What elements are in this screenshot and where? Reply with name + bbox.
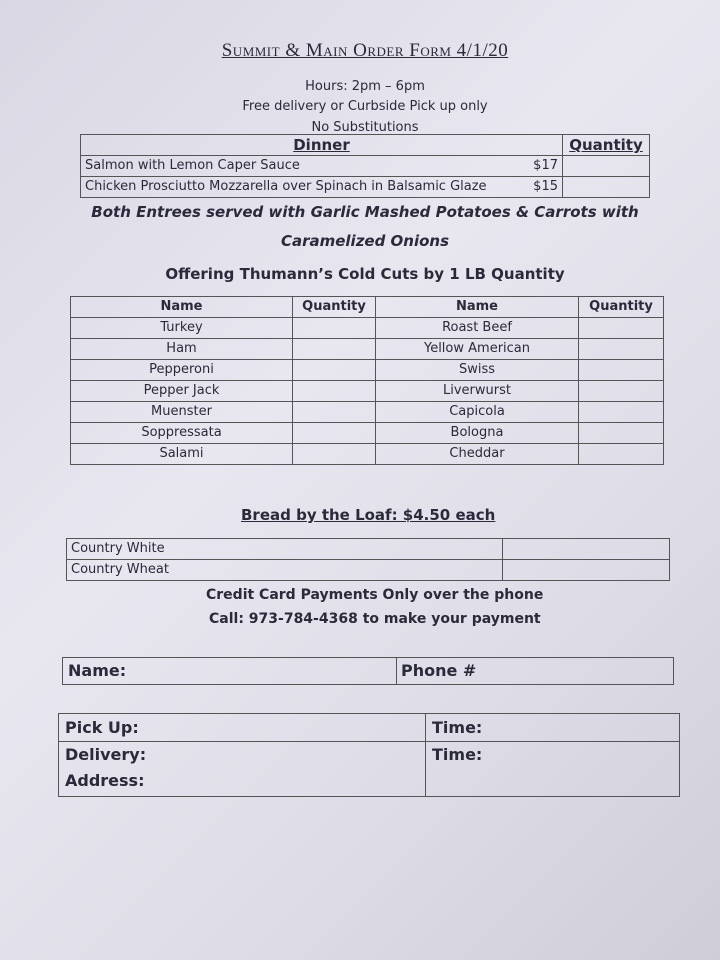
- quantity-cell[interactable]: [293, 402, 376, 423]
- dinner-note-line1: Both Entrees served with Garlic Mashed Potatoes & Carrots with: [91, 203, 639, 221]
- delivery-text: Free delivery or Curbside Pick up only: [242, 99, 488, 114]
- table-row: [71, 381, 664, 402]
- bread-quantity-cell[interactable]: [503, 560, 670, 581]
- bread-item: Country White: [67, 539, 503, 560]
- bread-heading: Bread by the Loaf: $4.50 each: [241, 506, 496, 524]
- delivery-label: Delivery:: [65, 745, 147, 764]
- col-name-header: Name: [71, 297, 293, 318]
- dinner-quantity-cell[interactable]: [563, 156, 650, 177]
- table-row: [71, 444, 664, 465]
- col-quantity-header: Quantity: [293, 297, 376, 318]
- quantity-cell[interactable]: [579, 339, 664, 360]
- cold-cut-name: Turkey: [71, 318, 293, 339]
- pickup-time-label: Time:: [432, 718, 483, 737]
- dinner-item-price: $17: [514, 156, 563, 177]
- cold-cut-name: Ham: [71, 339, 293, 360]
- dinner-note-line2: Caramelized Onions: [280, 232, 450, 250]
- cold-cut-name: Soppressata: [71, 423, 293, 444]
- dinner-item-name: Salmon with Lemon Caper Sauce: [81, 156, 515, 177]
- bread-table: [66, 538, 670, 581]
- dinner-header: Dinner: [81, 135, 563, 156]
- quantity-cell[interactable]: [579, 360, 664, 381]
- phone-label: Phone #: [401, 661, 477, 680]
- quantity-cell[interactable]: [293, 339, 376, 360]
- quantity-cell[interactable]: [293, 381, 376, 402]
- name-label: Name:: [68, 661, 127, 680]
- cold-cut-name: Bologna: [376, 423, 579, 444]
- dinner-quantity-cell[interactable]: [563, 177, 650, 198]
- cold-cut-name: Capicola: [376, 402, 579, 423]
- payment-line2: Call: 973-784-4368 to make your payment: [209, 611, 541, 627]
- cold-cut-name: Cheddar: [376, 444, 579, 465]
- contact-box: [62, 657, 674, 685]
- table-row: [71, 360, 664, 381]
- quantity-cell[interactable]: [293, 444, 376, 465]
- cold-cut-name: Swiss: [376, 360, 579, 381]
- dinner-header-row: [81, 135, 650, 156]
- quantity-cell[interactable]: [579, 381, 664, 402]
- quantity-cell[interactable]: [293, 423, 376, 444]
- dinner-table: [80, 134, 650, 198]
- table-row: [67, 560, 670, 581]
- hours-text: Hours: 2pm – 6pm: [305, 79, 425, 94]
- table-row: [71, 423, 664, 444]
- dinner-item-price: $15: [514, 177, 563, 198]
- form-title: Summit & Main Order Form 4/1/20: [221, 40, 509, 61]
- quantity-cell[interactable]: [293, 318, 376, 339]
- bread-item: Country Wheat: [67, 560, 503, 581]
- table-row: [71, 339, 664, 360]
- address-label: Address:: [65, 771, 145, 790]
- bread-quantity-cell[interactable]: [503, 539, 670, 560]
- cold-cut-name: Roast Beef: [376, 318, 579, 339]
- quantity-cell[interactable]: [579, 444, 664, 465]
- quantity-cell[interactable]: [293, 360, 376, 381]
- payment-line1: Credit Card Payments Only over the phone: [206, 587, 544, 603]
- table-row: [71, 318, 664, 339]
- cold-cut-name: Yellow American: [376, 339, 579, 360]
- cold-cut-name: Pepperoni: [71, 360, 293, 381]
- cold-cut-name: Muenster: [71, 402, 293, 423]
- col-quantity-header: Quantity: [579, 297, 664, 318]
- cold-cuts-table: [70, 296, 664, 465]
- dinner-row: [81, 156, 650, 177]
- quantity-cell[interactable]: [579, 318, 664, 339]
- delivery-time-label: Time:: [432, 745, 483, 764]
- substitutions-text: No Substitutions: [311, 120, 419, 135]
- quantity-cell[interactable]: [579, 402, 664, 423]
- dinner-item-name: Chicken Prosciutto Mozzarella over Spinach in Balsamic Glaze: [81, 177, 515, 198]
- cold-cut-name: Liverwurst: [376, 381, 579, 402]
- col-name-header: Name: [376, 297, 579, 318]
- cold-cuts-heading: Offering Thumann’s Cold Cuts by 1 LB Quantity: [165, 265, 565, 283]
- cold-cuts-header-row: [71, 297, 664, 318]
- cold-cut-name: Salami: [71, 444, 293, 465]
- table-row: [71, 402, 664, 423]
- pickup-label: Pick Up:: [65, 718, 139, 737]
- order-box: [58, 713, 680, 797]
- table-row: [67, 539, 670, 560]
- dinner-row: [81, 177, 650, 198]
- quantity-cell[interactable]: [579, 423, 664, 444]
- cold-cut-name: Pepper Jack: [71, 381, 293, 402]
- dinner-quantity-header: Quantity: [563, 135, 650, 156]
